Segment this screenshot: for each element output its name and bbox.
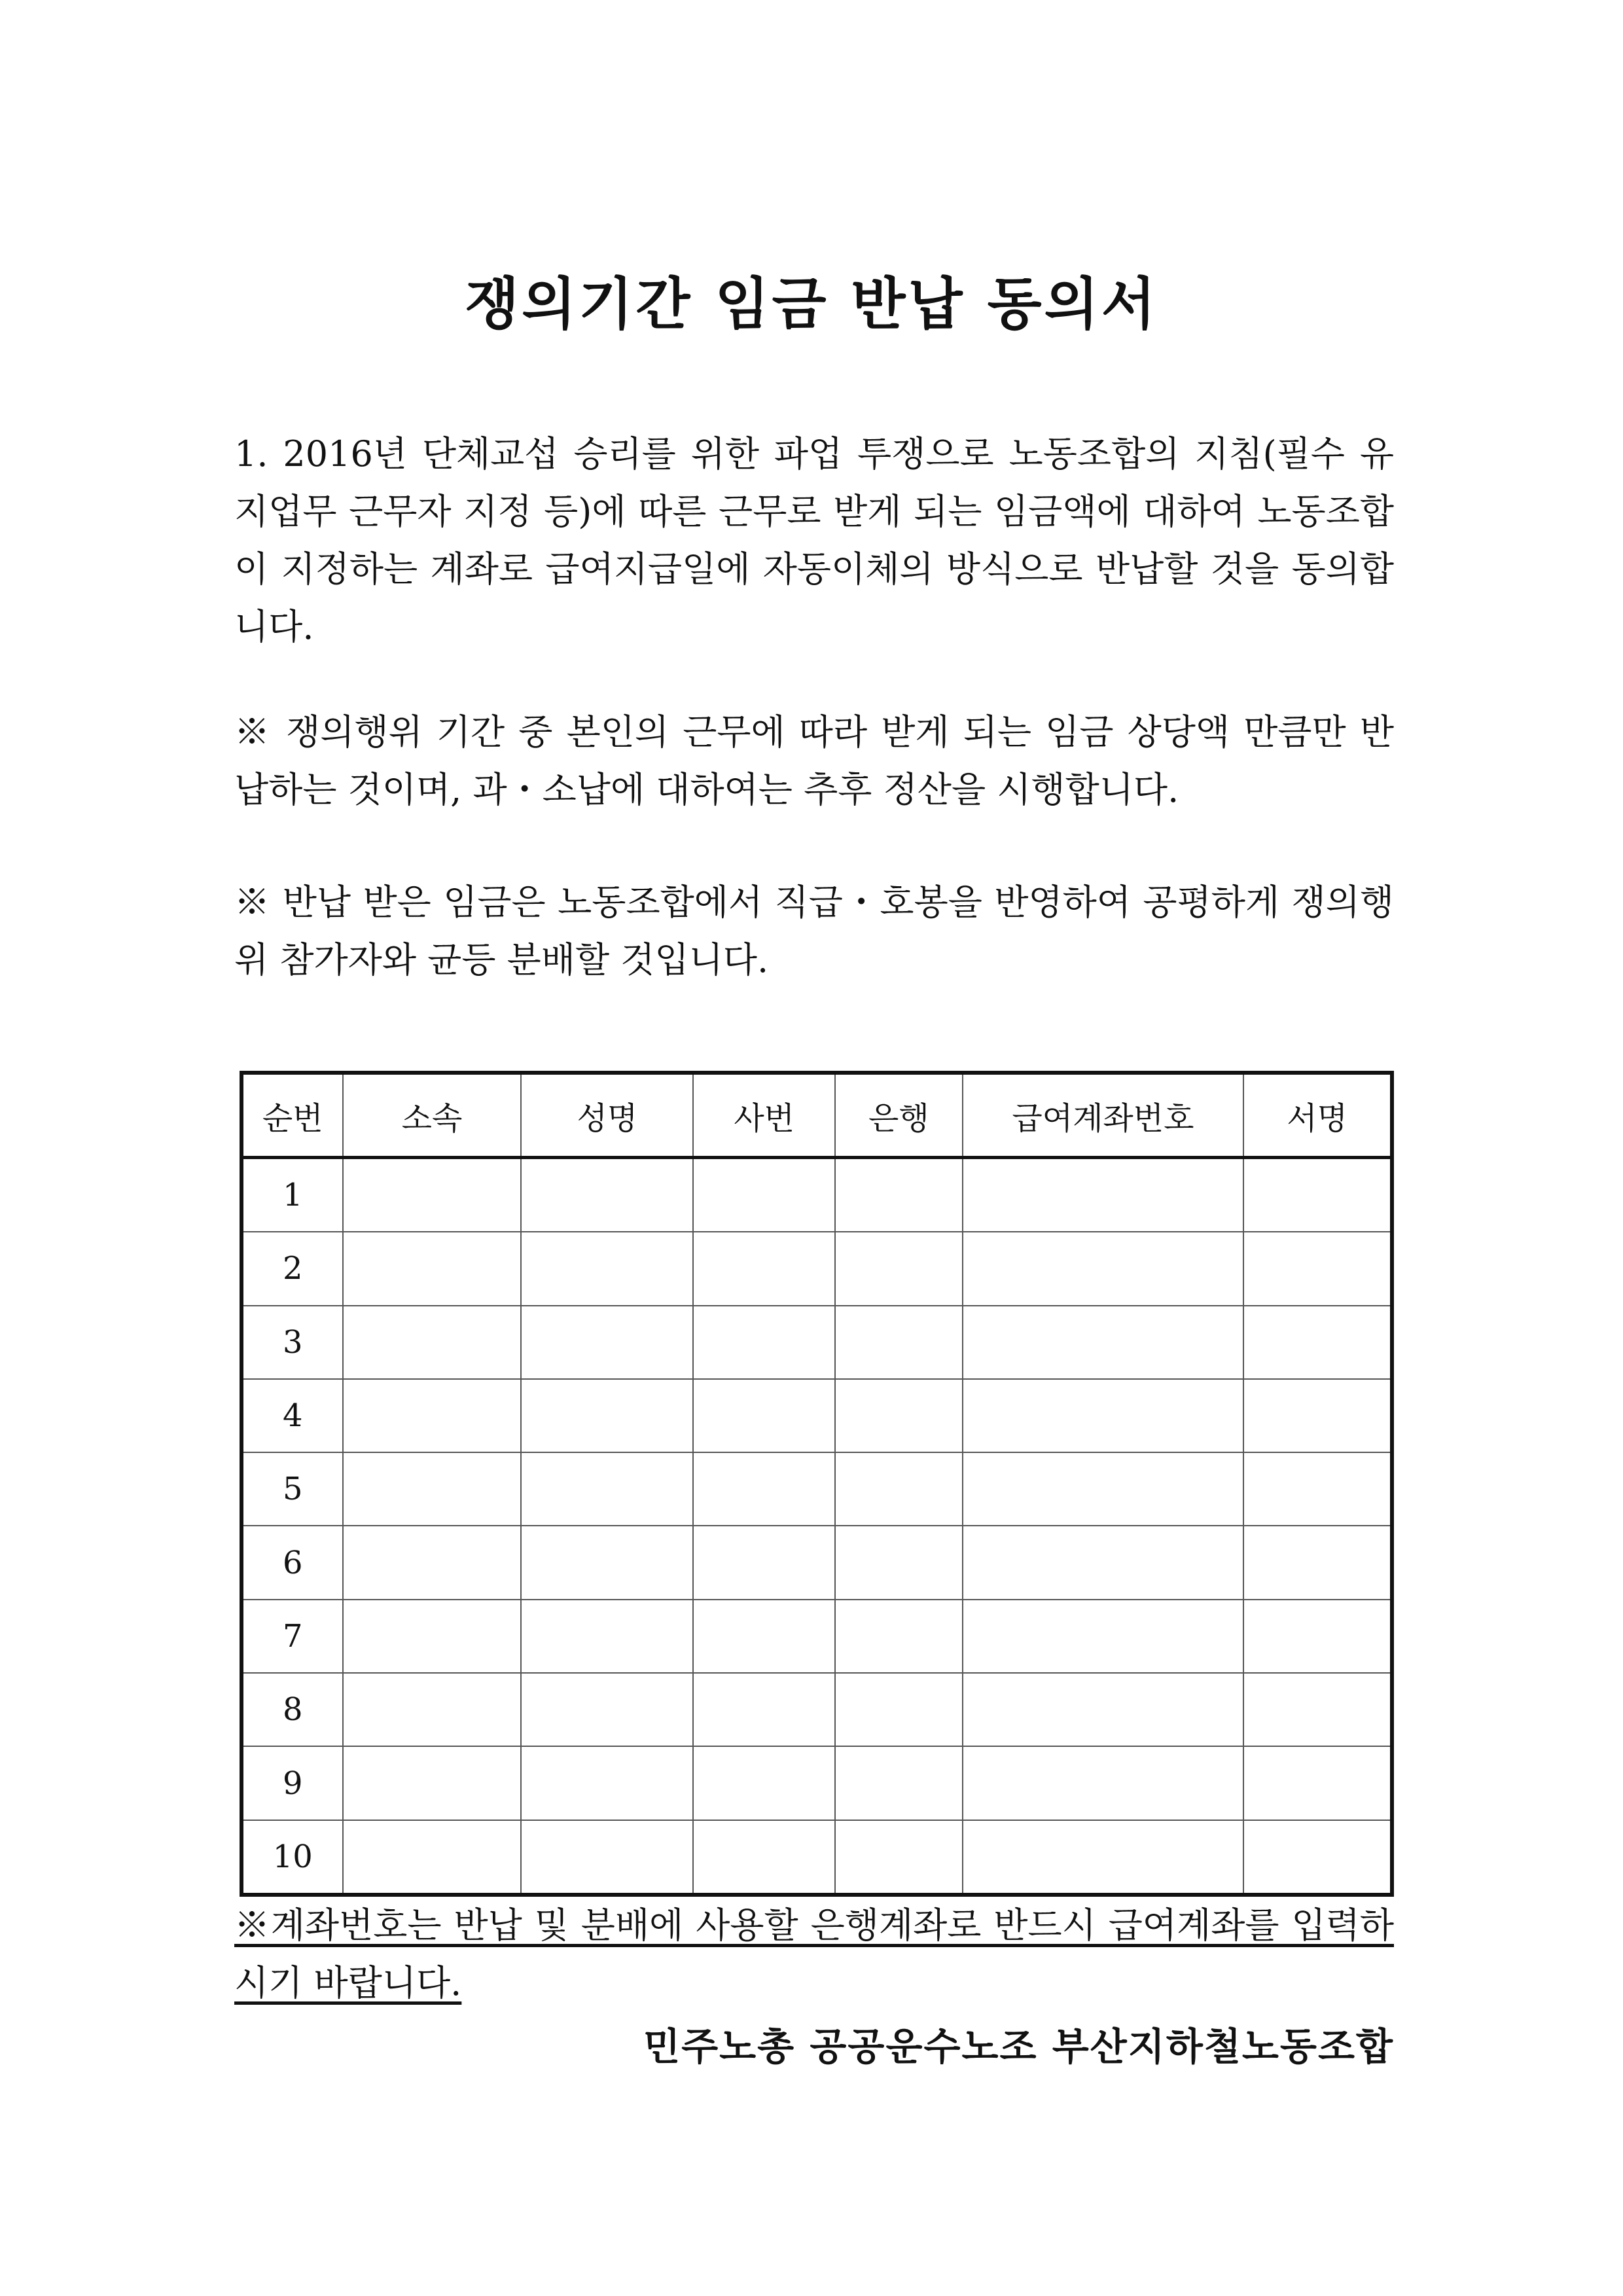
- signature-cell[interactable]: [1243, 1746, 1392, 1820]
- department-cell[interactable]: [343, 1820, 522, 1895]
- name-cell[interactable]: [521, 1673, 693, 1746]
- name-cell[interactable]: [521, 1820, 693, 1895]
- header-seq: 순번: [241, 1073, 343, 1158]
- department-cell[interactable]: [343, 1232, 522, 1305]
- row-number: 3: [241, 1306, 343, 1379]
- table-row: [241, 1232, 1392, 1305]
- account-number-cell[interactable]: [963, 1452, 1243, 1526]
- signature-cell[interactable]: [1243, 1306, 1392, 1379]
- department-cell[interactable]: [343, 1306, 522, 1379]
- account-footnote: [234, 1897, 1394, 2012]
- signature-cell[interactable]: [1243, 1452, 1392, 1526]
- signature-cell[interactable]: [1243, 1232, 1392, 1305]
- bank-cell[interactable]: [835, 1673, 963, 1746]
- account-number-cell[interactable]: [963, 1379, 1243, 1452]
- account-number-cell[interactable]: [963, 1232, 1243, 1305]
- row-number: 1: [241, 1158, 343, 1232]
- bank-cell[interactable]: [835, 1746, 963, 1820]
- table-header-row: [241, 1073, 1392, 1158]
- settlement-note: ※ 쟁의행위 기간 중 본인의 근무에 따라 받게 되는 임금 상당액 만큼만 반납하는 것이며, 과・소납에 대하여는 추후 정산을 시행합니다.: [234, 711, 1394, 810]
- page-title: 쟁의기간 임금 반납 동의서: [465, 272, 1158, 337]
- name-cell[interactable]: [521, 1526, 693, 1599]
- table-row: [241, 1306, 1392, 1379]
- name-cell[interactable]: [521, 1600, 693, 1673]
- table-row: [241, 1526, 1392, 1599]
- account-footnote-text: ※계좌번호는 반납 및 분배에 사용할 은행계좌로 반드시 급여계좌를 입력하시기 바랍니다.: [234, 1905, 1394, 2003]
- bank-cell[interactable]: [835, 1158, 963, 1232]
- account-number-cell[interactable]: [963, 1746, 1243, 1820]
- header-department: 소속: [343, 1073, 522, 1158]
- table-row: [241, 1452, 1392, 1526]
- row-number: 8: [241, 1673, 343, 1746]
- employee-id-cell[interactable]: [693, 1232, 835, 1305]
- table-row: [241, 1158, 1392, 1232]
- header-bank: 은행: [835, 1073, 963, 1158]
- department-cell[interactable]: [343, 1526, 522, 1599]
- employee-id-cell[interactable]: [693, 1820, 835, 1895]
- bank-cell[interactable]: [835, 1820, 963, 1895]
- signature-cell[interactable]: [1243, 1820, 1392, 1895]
- department-cell[interactable]: [343, 1452, 522, 1526]
- name-cell[interactable]: [521, 1452, 693, 1526]
- department-cell[interactable]: [343, 1379, 522, 1452]
- table-row: [241, 1379, 1392, 1452]
- employee-id-cell[interactable]: [693, 1452, 835, 1526]
- header-signature: 서명: [1243, 1073, 1392, 1158]
- department-cell[interactable]: [343, 1158, 522, 1232]
- consent-paragraph: 1. 2016년 단체교섭 승리를 위한 파업 투쟁으로 노동조합의 지침(필수 유지업무 근무자 지정 등)에 따른 근무로 받게 되는 임금액에 대하여 노동조합이 지정하는 계좌로 급여지급일에 자동이체의 방식으로 반납할 것을 동의합니다.: [234, 433, 1394, 647]
- row-number: 5: [241, 1452, 343, 1526]
- employee-id-cell[interactable]: [693, 1746, 835, 1820]
- row-number: 10: [241, 1820, 343, 1895]
- employee-id-cell[interactable]: [693, 1600, 835, 1673]
- bank-cell[interactable]: [835, 1306, 963, 1379]
- table-row: [241, 1600, 1392, 1673]
- bank-cell[interactable]: [835, 1600, 963, 1673]
- table-row: [241, 1820, 1392, 1895]
- table-row: [241, 1673, 1392, 1746]
- account-number-cell[interactable]: [963, 1820, 1243, 1895]
- signature-table: [240, 1071, 1394, 1897]
- department-cell[interactable]: [343, 1673, 522, 1746]
- account-number-cell[interactable]: [963, 1158, 1243, 1232]
- distribution-note: ※ 반납 받은 임금은 노동조합에서 직급・호봉을 반영하여 공평하게 쟁의행위 참가자와 균등 분배할 것입니다.: [234, 882, 1394, 980]
- bank-cell[interactable]: [835, 1379, 963, 1452]
- employee-id-cell[interactable]: [693, 1379, 835, 1452]
- signature-cell[interactable]: [1243, 1379, 1392, 1452]
- header-account-number: 급여계좌번호: [963, 1073, 1243, 1158]
- account-number-cell[interactable]: [963, 1600, 1243, 1673]
- organization-name: 민주노총 공공운수노조 부산지하철노동조합: [643, 2024, 1394, 2069]
- row-number: 4: [241, 1379, 343, 1452]
- account-number-cell[interactable]: [963, 1673, 1243, 1746]
- name-cell[interactable]: [521, 1232, 693, 1305]
- signature-cell[interactable]: [1243, 1673, 1392, 1746]
- employee-id-cell[interactable]: [693, 1306, 835, 1379]
- account-number-cell[interactable]: [963, 1306, 1243, 1379]
- employee-id-cell[interactable]: [693, 1526, 835, 1599]
- bank-cell[interactable]: [835, 1452, 963, 1526]
- bank-cell[interactable]: [835, 1232, 963, 1305]
- signature-cell[interactable]: [1243, 1600, 1392, 1673]
- row-number: 7: [241, 1600, 343, 1673]
- employee-id-cell[interactable]: [693, 1673, 835, 1746]
- bank-cell[interactable]: [835, 1526, 963, 1599]
- name-cell[interactable]: [521, 1306, 693, 1379]
- signature-cell[interactable]: [1243, 1158, 1392, 1232]
- signature-cell[interactable]: [1243, 1526, 1392, 1599]
- account-number-cell[interactable]: [963, 1526, 1243, 1599]
- row-number: 6: [241, 1526, 343, 1599]
- department-cell[interactable]: [343, 1600, 522, 1673]
- header-name: 성명: [521, 1073, 693, 1158]
- department-cell[interactable]: [343, 1746, 522, 1820]
- header-employee-id: 사번: [693, 1073, 835, 1158]
- employee-id-cell[interactable]: [693, 1158, 835, 1232]
- name-cell[interactable]: [521, 1746, 693, 1820]
- name-cell[interactable]: [521, 1158, 693, 1232]
- table-row: [241, 1746, 1392, 1820]
- row-number: 2: [241, 1232, 343, 1305]
- row-number: 9: [241, 1746, 343, 1820]
- name-cell[interactable]: [521, 1379, 693, 1452]
